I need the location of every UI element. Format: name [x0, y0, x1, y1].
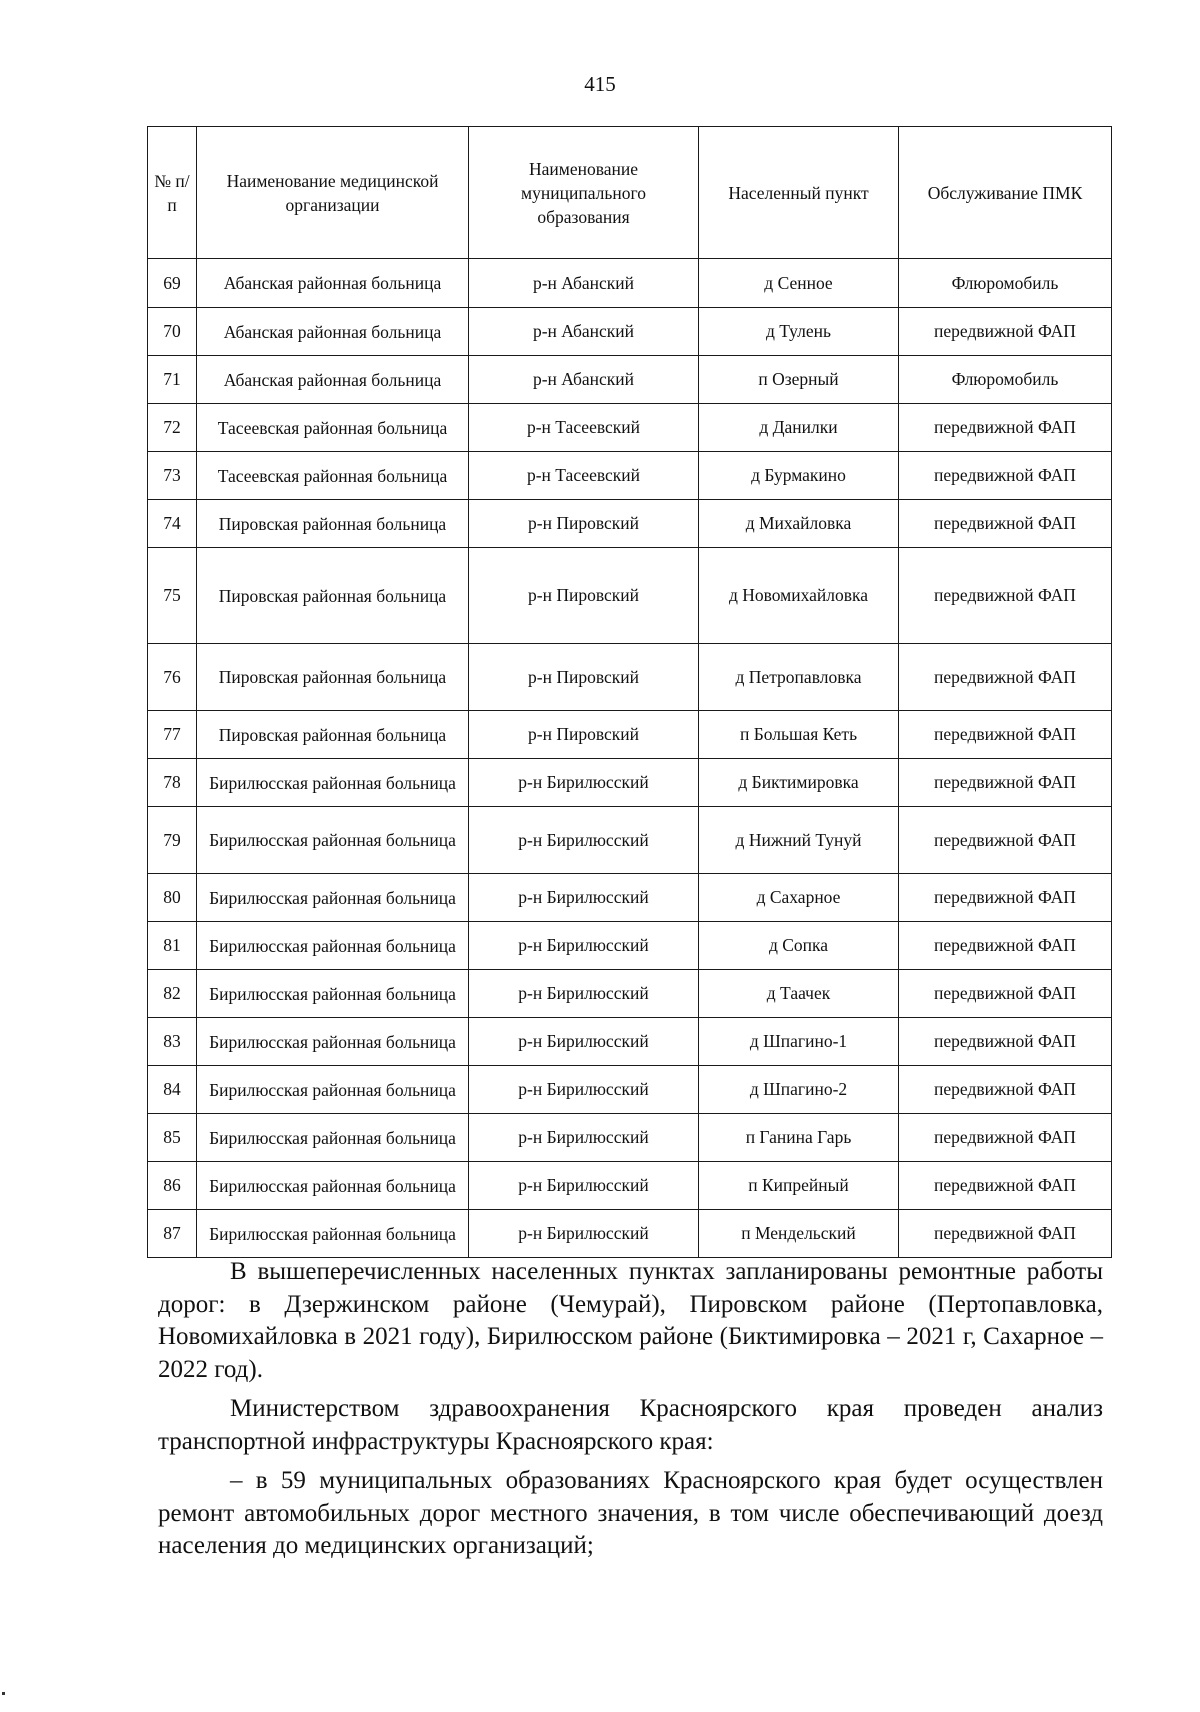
cell-settlement: п Большая Кеть — [699, 711, 899, 759]
cell-settlement: д Шпагино-2 — [699, 1066, 899, 1114]
table-row — [148, 548, 1112, 644]
cell-municipality: р-н Бирилюсский — [469, 970, 699, 1018]
cell-settlement: д Сахарное — [699, 874, 899, 922]
table-row — [148, 807, 1112, 874]
cell-municipality: р-н Бирилюсский — [469, 1210, 699, 1258]
cell-municipality: р-н Бирилюсский — [469, 1162, 699, 1210]
cell-org: Бирилюсская районная больница — [197, 922, 469, 970]
cell-num: 84 — [148, 1066, 197, 1114]
table-row — [148, 452, 1112, 500]
cell-municipality: р-н Бирилюсский — [469, 1066, 699, 1114]
table-row — [148, 1018, 1112, 1066]
cell-settlement: д Данилки — [699, 404, 899, 452]
table-row — [148, 1162, 1112, 1210]
cell-settlement: д Петропавловка — [699, 644, 899, 711]
cell-settlement: д Нижний Тунуй — [699, 807, 899, 874]
cell-municipality: р-н Бирилюсский — [469, 759, 699, 807]
cell-org: Пировская районная больница — [197, 644, 469, 711]
cell-org: Пировская районная больница — [197, 548, 469, 644]
cell-settlement: д Новомихайловка — [699, 548, 899, 644]
table-row — [148, 711, 1112, 759]
cell-municipality: р-н Тасеевский — [469, 452, 699, 500]
cell-num: 73 — [148, 452, 197, 500]
cell-service: передвижной ФАП — [899, 308, 1112, 356]
cell-org: Абанская районная больница — [197, 356, 469, 404]
cell-settlement: п Ганина Гарь — [699, 1114, 899, 1162]
cell-municipality: р-н Бирилюсский — [469, 1018, 699, 1066]
cell-num: 69 — [148, 259, 197, 308]
cell-service: передвижной ФАП — [899, 1114, 1112, 1162]
cell-org: Бирилюсская районная больница — [197, 1066, 469, 1114]
paragraph-ministry-analysis: Министерством здравоохранения Красноярского края проведен анализ транспортной инфраструктуры Красноярского края: — [158, 1395, 1103, 1455]
cell-org: Бирилюсская районная больница — [197, 1018, 469, 1066]
cell-num: 85 — [148, 1114, 197, 1162]
scan-artifact — [2, 1692, 5, 1695]
cell-org: Бирилюсская районная больница — [197, 970, 469, 1018]
cell-num: 78 — [148, 759, 197, 807]
header-service: Обслуживание ПМК — [899, 127, 1112, 259]
cell-municipality: р-н Бирилюсский — [469, 874, 699, 922]
cell-settlement: д Михайловка — [699, 500, 899, 548]
cell-num: 71 — [148, 356, 197, 404]
table-row — [148, 500, 1112, 548]
table-row — [148, 356, 1112, 404]
cell-num: 82 — [148, 970, 197, 1018]
cell-num: 80 — [148, 874, 197, 922]
table-row — [148, 922, 1112, 970]
table-header-row — [148, 127, 1112, 259]
table-row — [148, 308, 1112, 356]
cell-org: Пировская районная больница — [197, 500, 469, 548]
table-row — [148, 1066, 1112, 1114]
cell-settlement: д Шпагино-1 — [699, 1018, 899, 1066]
cell-settlement: п Озерный — [699, 356, 899, 404]
cell-org: Бирилюсская районная больница — [197, 1114, 469, 1162]
cell-num: 72 — [148, 404, 197, 452]
cell-num: 76 — [148, 644, 197, 711]
table-row — [148, 970, 1112, 1018]
header-municipality: Наименование муниципального образования — [469, 127, 699, 259]
cell-municipality: р-н Бирилюсский — [469, 922, 699, 970]
table-row — [148, 1114, 1112, 1162]
table-row — [148, 1210, 1112, 1258]
cell-municipality: р-н Абанский — [469, 308, 699, 356]
table-row — [148, 644, 1112, 711]
header-settlement: Населенный пункт — [699, 127, 899, 259]
cell-municipality: р-н Пировский — [469, 711, 699, 759]
table-row — [148, 874, 1112, 922]
cell-num: 75 — [148, 548, 197, 644]
cell-org: Тасеевская районная больница — [197, 452, 469, 500]
cell-settlement: д Таачек — [699, 970, 899, 1018]
cell-num: 79 — [148, 807, 197, 874]
cell-service: передвижной ФАП — [899, 548, 1112, 644]
body-text — [158, 1256, 1103, 1570]
cell-service: передвижной ФАП — [899, 1210, 1112, 1258]
table-row — [148, 404, 1112, 452]
cell-num: 81 — [148, 922, 197, 970]
cell-num: 83 — [148, 1018, 197, 1066]
cell-settlement: д Бурмакино — [699, 452, 899, 500]
cell-municipality: р-н Пировский — [469, 644, 699, 711]
paragraph-repair-plan: – в 59 муниципальных образованиях Красноярского края будет осуществлен ремонт автомобильных дорог местного значения, в том числе обеспечивающий доезд населения до медицинских организаций; — [158, 1467, 1103, 1559]
table-row — [148, 759, 1112, 807]
page-number: 415 — [584, 72, 616, 96]
cell-service: передвижной ФАП — [899, 711, 1112, 759]
cell-service: передвижной ФАП — [899, 404, 1112, 452]
cell-settlement: д Биктимировка — [699, 759, 899, 807]
cell-org: Бирилюсская районная больница — [197, 1210, 469, 1258]
cell-service: передвижной ФАП — [899, 970, 1112, 1018]
cell-municipality: р-н Абанский — [469, 259, 699, 308]
cell-org: Тасеевская районная больница — [197, 404, 469, 452]
cell-num: 87 — [148, 1210, 197, 1258]
cell-org: Абанская районная больница — [197, 308, 469, 356]
cell-service: передвижной ФАП — [899, 807, 1112, 874]
cell-org: Бирилюсская районная больница — [197, 874, 469, 922]
ppmk-table — [147, 126, 1112, 1258]
cell-service: передвижной ФАП — [899, 1018, 1112, 1066]
cell-settlement: п Кипрейный — [699, 1162, 899, 1210]
cell-org: Бирилюсская районная больница — [197, 759, 469, 807]
cell-service: передвижной ФАП — [899, 874, 1112, 922]
cell-municipality: р-н Пировский — [469, 500, 699, 548]
table-body — [148, 259, 1112, 1258]
ppmk-table-container — [147, 126, 1111, 1258]
cell-municipality: р-н Бирилюсский — [469, 807, 699, 874]
paragraph-road-repairs: В вышеперечисленных населенных пунктах запланированы ремонтные работы дорог: в Дзержинском районе (Чемурай), Пировском районе (Пертопавловка, Новомихайловка в 2021 году), Бирилюсском районе (Биктимировка – 2021 г, Сахарное – 2022 год). — [158, 1258, 1103, 1383]
cell-service: Флюромобиль — [899, 356, 1112, 404]
cell-num: 86 — [148, 1162, 197, 1210]
cell-municipality: р-н Пировский — [469, 548, 699, 644]
cell-org: Абанская районная больница — [197, 259, 469, 308]
cell-num: 70 — [148, 308, 197, 356]
table-row — [148, 259, 1112, 308]
cell-settlement: д Сенное — [699, 259, 899, 308]
cell-municipality: р-н Бирилюсский — [469, 1114, 699, 1162]
cell-num: 77 — [148, 711, 197, 759]
cell-org: Пировская районная больница — [197, 711, 469, 759]
cell-settlement: п Мендельский — [699, 1210, 899, 1258]
cell-settlement: д Сопка — [699, 922, 899, 970]
cell-service: передвижной ФАП — [899, 1066, 1112, 1114]
cell-settlement: д Тулень — [699, 308, 899, 356]
header-num: № п/п — [148, 127, 197, 259]
cell-service: передвижной ФАП — [899, 452, 1112, 500]
cell-municipality: р-н Тасеевский — [469, 404, 699, 452]
cell-service: передвижной ФАП — [899, 759, 1112, 807]
header-org: Наименование медицинской организации — [197, 127, 469, 259]
cell-service: передвижной ФАП — [899, 644, 1112, 711]
cell-service: передвижной ФАП — [899, 922, 1112, 970]
cell-municipality: р-н Абанский — [469, 356, 699, 404]
cell-service: передвижной ФАП — [899, 500, 1112, 548]
cell-num: 74 — [148, 500, 197, 548]
cell-org: Бирилюсская районная больница — [197, 807, 469, 874]
cell-service: Флюромобиль — [899, 259, 1112, 308]
cell-service: передвижной ФАП — [899, 1162, 1112, 1210]
cell-org: Бирилюсская районная больница — [197, 1162, 469, 1210]
